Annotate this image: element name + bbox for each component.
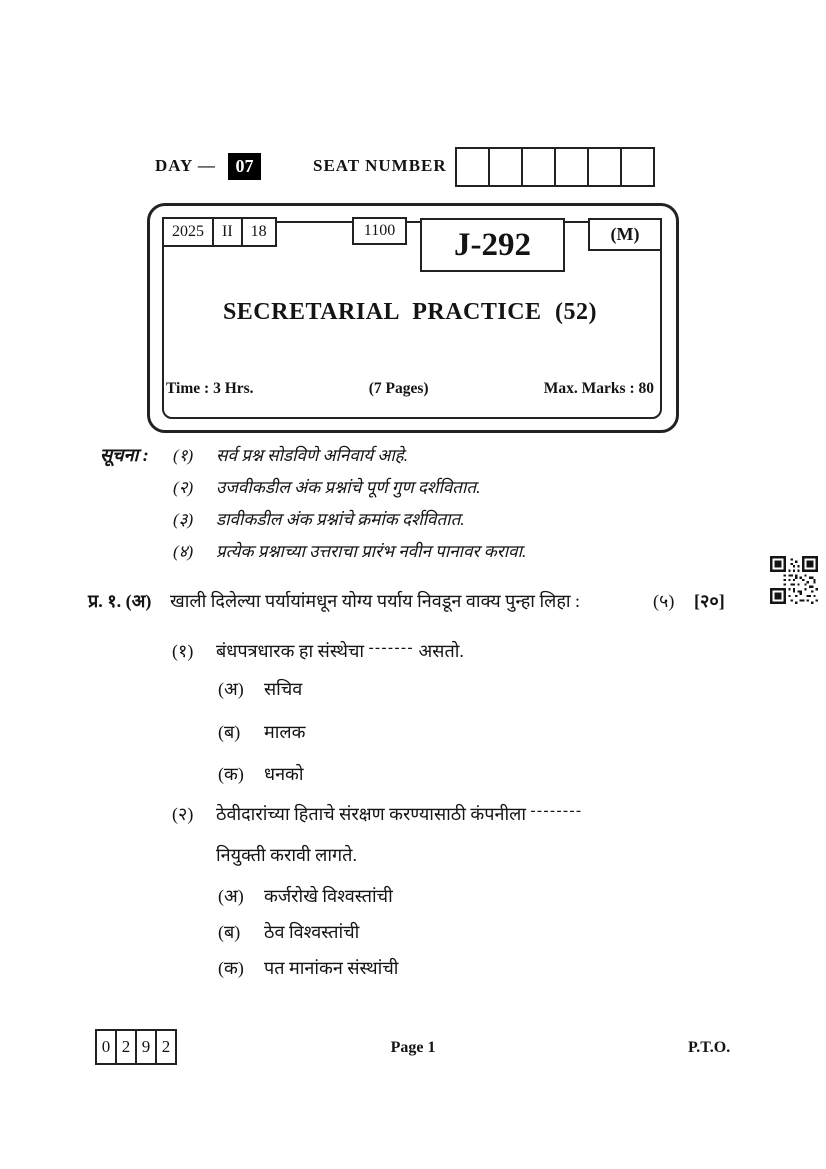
instruction-text: सर्व प्रश्न सोडविणे अनिवार्य आहे. [216,446,408,465]
exam-month-code: II [212,219,241,245]
seat-number-cell [457,149,488,185]
code-digit: 2 [115,1031,135,1063]
instruction-number: (२) [173,478,194,497]
exam-time-code-box: 1100 [352,217,407,245]
option-text: धनको [264,764,304,784]
max-marks: Max. Marks : 80 [543,380,654,397]
page-number: Page 1 [390,1039,436,1056]
subquestion-number: (१) [172,641,194,661]
time-marks-row [166,380,654,398]
code-digit: 2 [155,1031,175,1063]
subquestion-text-before: ठेवीदारांच्या हिताचे संरक्षण करण्यासाठी कंपनीला [216,804,526,824]
option-label: (अ) [218,886,244,906]
question-number: प्र. १. (अ) [88,591,152,611]
fill-blank: ------- [368,640,415,656]
paper-title: SECRETARIAL PRACTICE (52) [222,299,598,325]
subquestion-text-after: नियुक्ती करावी लागते. [216,845,357,865]
option-label: (ब) [218,922,241,942]
time-allowed: Time : 3 Hrs. [166,380,254,397]
subquestion-text [216,639,464,663]
subquestion-text-before: बंधपत्रधारक हा संस्थेचा [216,641,365,661]
question-total-marks: [२०] [694,591,725,611]
option-text: कर्जरोखे विश्वस्तांची [264,886,393,906]
option-text: मालक [264,722,306,742]
question-marks: (५) [653,591,675,611]
seat-number-grid [455,147,655,187]
medium-box: (M) [588,218,662,251]
instruction-text: डावीकडील अंक प्रश्नांचे क्रमांक दर्शवितात. [216,510,465,529]
exam-year: 2025 [172,223,204,240]
question-text: खाली दिलेल्या पर्यायांमधून योग्य पर्याय निवडून वाक्य पुन्हा लिहा : [170,591,581,611]
pto-label: P.T.O. [688,1039,731,1056]
instruction-text: उजवीकडील अंक प्रश्नांचे पूर्ण गुण दर्शवितात. [216,478,481,497]
paper-code-box: J-292 [420,218,565,272]
option-text: सचिव [264,679,303,699]
exam-date-box [162,217,277,247]
subquestion-number: (२) [172,804,194,824]
qr-code [770,556,818,604]
instructions-label: सूचना : [100,445,149,465]
instruction-number: (१) [173,446,194,465]
fill-blank: -------- [530,803,583,819]
seat-number-cell [521,149,554,185]
option-label: (क) [218,764,244,784]
seat-number-label: SEAT NUMBER [313,156,447,175]
pages-count: (7 Pages) [368,380,429,397]
code-digit: 9 [135,1031,155,1063]
instruction-number: (४) [173,542,194,561]
option-label: (अ) [218,679,244,699]
subquestion-text-after: असतो. [418,641,464,661]
seat-number-cell [620,149,653,185]
subquestion-text [216,802,582,826]
option-text: पत मानांकन संस्थांची [264,958,399,978]
instruction-text: प्रत्येक प्रश्नाच्या उत्तराचा प्रारंभ नवीन पानावर करावा. [216,542,527,561]
seat-number-cell [587,149,620,185]
option-label: (ब) [218,722,241,742]
code-digit: 0 [101,1037,111,1056]
option-text: ठेव विश्वस्तांची [264,922,360,942]
option-label: (क) [218,958,244,978]
day-number-badge: 07 [228,153,261,180]
seat-number-cell [554,149,587,185]
instruction-number: (३) [173,510,194,529]
seat-number-cell [488,149,521,185]
exam-day-code: 18 [241,219,275,245]
day-label: DAY — [155,156,216,175]
